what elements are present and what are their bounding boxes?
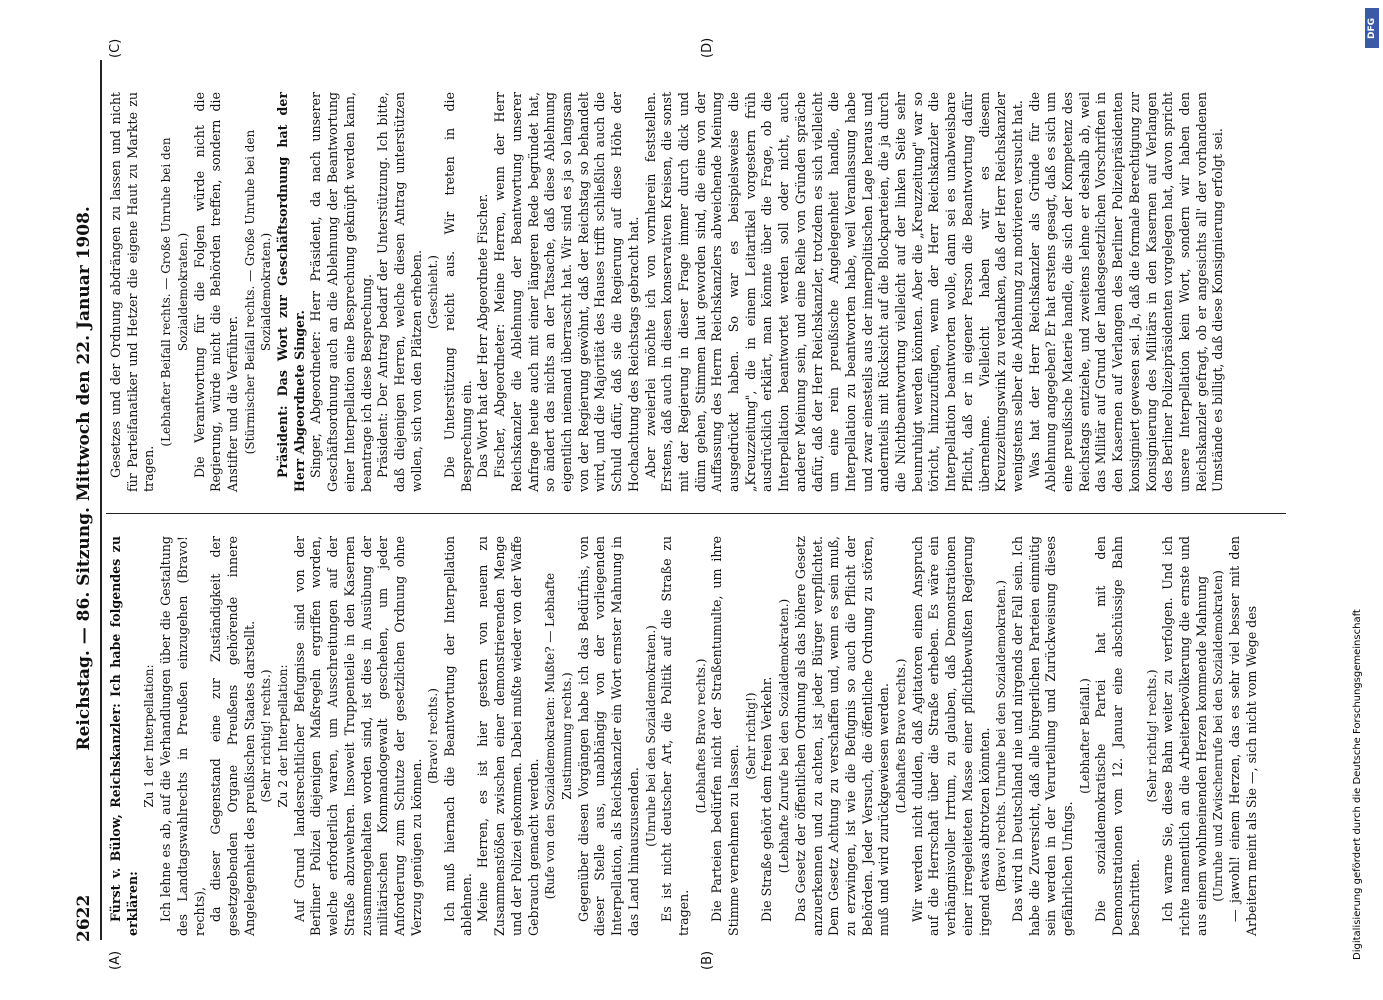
paragraph: Die Unterstützung reicht aus. Wir treten in die Besprechung ein.: [442, 92, 474, 492]
page-header: [72, 62, 96, 942]
margin-mark-c: (C): [108, 38, 123, 58]
margin-mark-a: (A): [108, 950, 123, 970]
paragraph: Das Gesetz der öffentlichen Ordnung als das höhere Gesetz anzuerkennen und zu achten, ist jeder Bürger verpflichtet. Dem Gesetz Achtung zu verschaffen und, wenn es sein muß, zu erzwingen, ist wie die Befugnis so auch die Pflicht der Behörden. Jeder Versuch, die öffentliche Ordnung zu stören, muß und wird zurückgewiesen werden.: [792, 536, 892, 936]
page-number: 2622: [74, 894, 94, 942]
paragraph: Das Wort hat der Herr Abgeordnete Fischer.: [475, 193, 491, 478]
paragraph: Die Verantwortung für die Folgen würde nicht die Regierung, würde nicht die Behörden treffen, sondern die Anstifter und die Verführer.: [191, 92, 240, 492]
page-title: Reichstag. — 86. Sitzung. Mittwoch den 22. Januar 1908.: [74, 206, 94, 751]
paragraph: Ich lehne es ab, auf die Verhandlungen über die Gestaltung des Landtagswahlrechts in Preußen einzugehen (Bravo! rechts),: [158, 536, 207, 936]
paragraph: Ich warne Sie, diese Bahn weiter zu verfolgen. Und ich richte namentlich an die Arbeiterbevölkerung die ernste und aus einem wohlmeinenden Herzen kommende Mahnung: [1160, 536, 1209, 936]
paragraph: Gesetzes und der Ordnung abdrängen zu lassen und nicht für Parteifanatiker und Hetzer die eigene Haut zu Markte zu tragen.: [108, 92, 157, 492]
stage-direction: (Bravo! rechts.): [426, 688, 441, 784]
column-divider: [106, 513, 1286, 514]
margin-mark-b: (B): [700, 950, 715, 970]
paragraph: Gegenüber diesen Vorgängen habe ich das Bedürfnis, von dieser Stelle aus, unabhängig von der vorliegenden Interpellation, als Reichskanzler ein Wort ernster Mahnung in das Land hinauszusenden.: [575, 536, 641, 936]
stage-direction: (Stürmischer Beifall rechts. — Große Unruhe bei den Sozialdemokraten.): [242, 129, 274, 455]
stage-direction: (Lebhaftes Bravo rechts.): [693, 658, 708, 814]
stage-direction: (Lebhafter Beifall.): [1077, 678, 1092, 794]
stage-direction: (Sehr richtig! rechts.): [1144, 669, 1159, 803]
paragraph: Fürst v. Bülow, Reichskanzler: Ich habe folgendes zu erklären:: [108, 536, 140, 936]
stage-direction: (Lebhafte Zurufe bei den Sozialdemokraten.): [777, 598, 792, 874]
stage-direction: (Sehr richtig!): [743, 692, 758, 780]
paragraph: Präsident: Der Antrag bedarf der Unterstützung. Ich bitte, daß diejenigen Herren, welche diesen Antrag unterstützen wollen, sich von den Plätzen erheben.: [375, 92, 424, 492]
paragraph: Die sozialdemokratische Partei hat mit den Demonstrationen vom 12. Januar eine abschüssige Bahn beschritten.: [1093, 536, 1142, 936]
header-rule: [100, 60, 102, 940]
paragraph: Singer, Abgeordneter: Herr Präsident, da nach unserer Geschäftsordnung auch an die Ablehnung der Beantwortung einer Interpellation eine Besprechung geknüpft werden kann, beantrage ich diese Besprechung.: [308, 92, 374, 492]
paragraph: Auf Grund landesrechtlicher Befugnisse sind von der Berliner Polizei diejenigen Maßregeln ergriffen worden, welche erforderlich waren, um Ausschreitungen auf der Straße abzuwehren. Insoweit Truppenteile in den Kasernen zusammengehalten worden sind, ist dies in Ausübung der militärischen Kommandogewalt geschehen, um jeder Anforderung zum Schutze der gesetzlichen Ordnung ohne Verzug genügen zu können.: [291, 536, 424, 936]
paragraph: Es ist nicht deutscher Art, die Politik auf die Straße zu tragen.: [659, 536, 691, 936]
margin-mark-d: (D): [700, 37, 715, 58]
paragraph: Meine Herren, es ist hier gestern von neuem zu Zusammenstößen zwischen einer demonstrierenden Menge und der Polizei gekommen. Dabei mußte wieder von der Waffe Gebrauch gemacht werden.: [475, 536, 541, 936]
stage-direction: Zu 2 der Interpellation:: [276, 664, 291, 808]
paragraph: da dieser Gegenstand eine zur Zuständigkeit der gesetzgebenden Organe Preußens gehörende innere Angelegenheit des preußischen Staates darstellt.: [208, 536, 257, 936]
paragraph: Aber zweierlei möchte ich von vornherein feststellen. Erstens, daß auch in diesen konservativen Kreisen, die sonst mit der Regierung in dieser Frage immer durch dick und dünn gehen, Stimmen laut geworden sind, die eine von der Auffassung des Herrn Reichskanzlers abweichende Meinung ausgedrückt haben. So war es beispielsweise die „Kreuzzeitung", die in einem Leitartikel vorgestern früh ausdrücklich erklärt, man könnte über die Frage, ob die Interpellation beantwortet werden soll oder nicht, auch anderer Meinung sein, und eine Reihe von Gründen spräche dafür, daß der Herr Reichskanzler, trotzdem es sich vielleicht um eine rein preußische Angelegenheit handle, die Interpellation zu beantworten habe, weil Veranlassung habe und zwar einesteils aus der innerpolitischen Lage heraus und andernteils mit Rücksicht auf die Blockparteien, die ja durch die Nichtbeantwortung vielleicht auf der linken Seite sehr beunruhigt werden könnten. Aber die „Kreuzzeitung" war so töricht, hinzuzufügen, wenn der Herr Reichskanzler die Interpellation beantworten wolle, dann sei es unabweisbare Pflicht, daß er in eigener Person die Beantwortung dafür übernehme. Vielleicht haben wir es diesem Kreuzzeitungswink zu verdanken, daß der Herr Reichskanzler wenigstens selber die Ablehnung zu motivieren versucht hat.: [642, 92, 1025, 492]
dfg-badge: DFG: [1365, 8, 1379, 48]
funding-note: [1352, 60, 1374, 960]
paragraph: — jawohl! einem Herzen, das es sehr viel besser mit den Arbeitern meint als Sie —, sich nicht vom Wege des: [1227, 536, 1259, 936]
paragraph: Wir werden nicht dulden, daß Agitatoren einen Anspruch auf die Herrschaft über die Straße erheben. Es wäre ein verhängnisvoller Irrtum, zu glauben, daß Demonstrationen einer irregeleiteten Masse einer pflichtbewußten Regierung irgend etwas abtrotzen könnten.: [909, 536, 992, 936]
paragraph: Das wird in Deutschland nie und nirgends der Fall sein. Ich habe die Zuversicht, daß alle bürgerlichen Parteien einmütig sein werden in der Verurteilung und Zurückweisung dieses gefährlichen Unfugs.: [1009, 536, 1076, 936]
stage-direction: (Lebhaftes Bravo rechts.): [894, 658, 909, 814]
stage-direction: (Unruhe bei den Sozialdemokraten.): [643, 625, 658, 847]
paragraph: Die Straße gehört dem freien Verkehr.: [759, 676, 775, 922]
stage-direction: (Lebhafter Beifall rechts. — Große Unruhe bei den Sozialdemokraten.): [159, 137, 190, 447]
stage-direction: (Unruhe und Zwischenrufe bei den Sozialdemokraten): [1211, 570, 1226, 902]
paragraph: Was hat der Herr Reichskanzler als Gründe für die Ablehnung angegeben? Er hat erstens gesagt, daß es sich um eine preußische Materie handle, die sich der Kompetenz des Reichstags entziehe, und zweitens lehne er deshalb ab, weil das Militär auf Grund der landesgesetzlichen Vorschriften in den Kasernen auf Verlangen des Berliner Polizeipräsidenten konsigniert gewesen sei. Ja, daß die formale Berechtigung zur Konsignierung des Militärs in den Kasernen auf Verlangen des Berliner Polizeipräsidenten vorgelegen hat, davon spricht unsere Interpellation kein Wort, sondern wir haben den Reichskanzler gefragt, ob er angesichts all' der vorhandenen Umstände es billigt, daß diese Konsignierung erfolgt sei.: [1026, 92, 1226, 492]
right-text-column: [108, 92, 1227, 492]
paragraph: Präsident: Das Wort zur Geschäftsordnung hat der Herr Abgeordnete Singer.: [275, 92, 307, 492]
stage-direction: (Sehr richtig! rechts.): [259, 669, 274, 803]
funding-note-text: Digitalisierung gefördert durch die Deutsche Forschungsgemeinschaft: [1352, 609, 1363, 960]
stage-direction: (Geschieht.): [426, 255, 441, 329]
stage-direction: (Rufe von den Sozialdemokraten: Mußte? — Lebhafte Zustimmung rechts.): [543, 572, 574, 900]
stage-direction: (Bravo! rechts. Unruhe bei den Sozialdemokraten.): [994, 580, 1009, 892]
paragraph: Fischer, Abgeordneter: Meine Herren, wenn der Herr Reichskanzler die Ablehnung der Beantwortung unserer Anfrage heute auch mit einer längeren Rede begründet hat, so ändert das nichts an der Tatsache, daß diese Ablehnung eigentlich niemand überrascht hat. Wir sind es ja so langsam von der Regierung gewöhnt, daß der Reichstag so behandelt wird, und die Majorität des Hauses trifft schließlich auch die Schuld dafür, daß sie die Regierung auf diese Höhe der Hochachtung des Reichstags gebracht hat.: [492, 92, 641, 492]
paragraph: Die Parteien bedürfen nicht der Straßentumulte, um ihre Stimme vernehmen zu lassen.: [709, 536, 742, 936]
stage-direction: Zu 1 der Interpellation:: [142, 664, 157, 808]
left-text-column: [108, 536, 1261, 936]
paragraph: Ich muß hiernach die Beantwortung der Interpellation ablehnen.: [442, 536, 474, 936]
